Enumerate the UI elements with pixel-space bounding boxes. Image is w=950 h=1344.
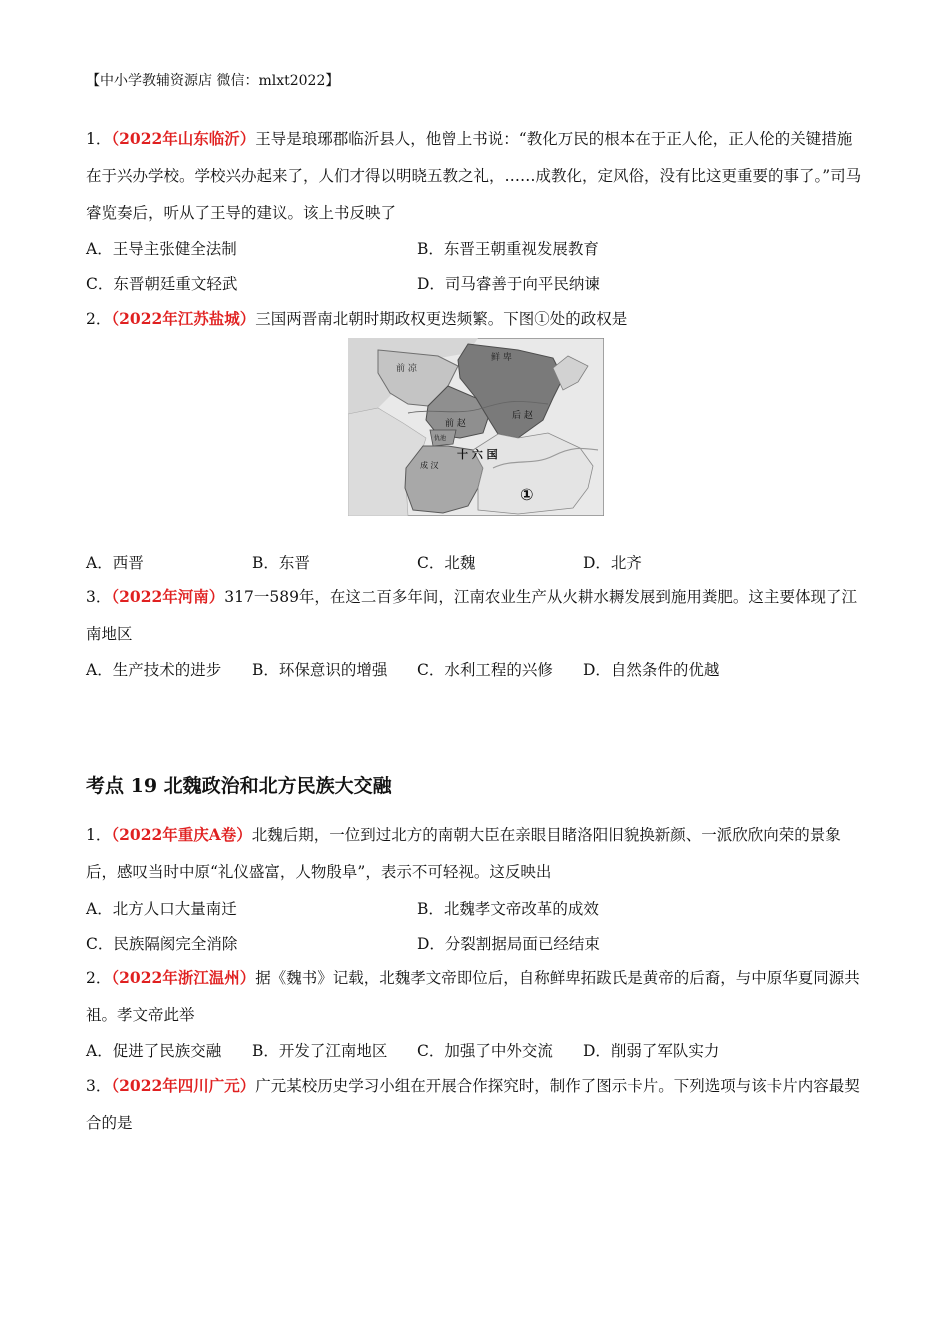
option-c: C．加强了中外交流 <box>417 1042 553 1060</box>
question-3 <box>86 1067 866 1142</box>
option-d: D．分裂割据局面已经结束 <box>417 935 600 953</box>
label-qianzhao: 前 赵 <box>445 419 466 429</box>
question-source: （2022年山东临沂） <box>111 129 256 148</box>
question-2 <box>86 300 866 338</box>
option-d: D．削弱了军队实力 <box>583 1042 720 1060</box>
option-a: A．西晋 <box>86 554 144 572</box>
option-d: D．司马睿善于向平民纳谏 <box>417 275 600 293</box>
question-source: （2022年浙江温州） <box>111 968 256 987</box>
option-b: B．环保意识的增强 <box>252 661 388 679</box>
option-a: A．促进了民族交融 <box>86 1042 222 1060</box>
question-stem: 317一589年，在这二百多年间，江南农业生产从火耕水耨发展到施用粪肥。这主要体现了江南地区 <box>86 588 857 643</box>
question-number: 3． <box>86 588 112 606</box>
option-d: D．自然条件的优越 <box>583 661 720 679</box>
question-3 <box>86 578 866 653</box>
question-number: 2． <box>86 310 112 328</box>
question-stem: 三国两晋南北朝时期政权更迭频繁。下图①处的政权是 <box>255 310 628 328</box>
option-b: B．东晋 <box>252 554 310 572</box>
option-a: A．北方人口大量南迁 <box>86 900 237 918</box>
question-stem: 北魏后期，一位到过北方的南朝大臣在亲眼目睹洛阳旧貌换新颜、一派欣欣向荣的景象后，感叹当时中原“礼仪盛富，人物殷阜”，表示不可轻视。这反映出 <box>86 826 841 881</box>
question-source: （2022年河南） <box>111 587 225 606</box>
question-source: （2022年四川广元） <box>111 1076 256 1095</box>
question-2 <box>86 959 866 1034</box>
option-a: A．王导主张健全法制 <box>86 240 237 258</box>
option-c: C．水利工程的兴修 <box>417 661 553 679</box>
question-number: 2． <box>86 969 112 987</box>
question-1 <box>86 120 866 232</box>
question-stem: 据《魏书》记载，北魏孝文帝即位后，自称鲜卑拓跋氏是黄帝的后裔，与中原华夏同源共祖。孝文帝此举 <box>86 969 860 1024</box>
option-d: D．北齐 <box>583 554 642 572</box>
label-houzhao: 后 赵 <box>512 411 533 421</box>
question-number: 1． <box>86 130 112 148</box>
question-number: 3． <box>86 1077 112 1095</box>
option-a: A．生产技术的进步 <box>86 661 222 679</box>
question-stem: 广元某校历史学习小组在开展合作探究时，制作了图示卡片。下列选项与该卡片内容最契合的是 <box>86 1077 860 1132</box>
question-stem: 王导是琅琊郡临沂县人，他曾上书说：“教化万民的根本在于正人伦，正人伦的关键措施在于兴办学校。学校兴办起来了，人们才得以明晓五教之礼，……成教化，定风俗，没有比这更重要的事了。”司马睿览奏后，听从了王导的建议。该上书反映了 <box>86 130 862 222</box>
question-source: （2022年重庆A卷） <box>111 825 252 844</box>
page-header: 【中小学教辅资源店 微信：mlxt2022】 <box>86 73 340 89</box>
question-number: 1． <box>86 826 112 844</box>
option-c: C．北魏 <box>417 554 476 572</box>
label-marker-1: ① <box>520 485 534 504</box>
label-shiliuguo: 十 六 国 <box>457 448 498 461</box>
label-xianbei: 鲜 卑 <box>491 353 512 363</box>
sixteen-kingdoms-map <box>348 338 604 516</box>
option-b: B．北魏孝文帝改革的成效 <box>417 900 599 918</box>
label-qianliang: 前 凉 <box>396 364 417 374</box>
section-title: 考点 19 北魏政治和北方民族大交融 <box>86 775 392 797</box>
question-source: （2022年江苏盐城） <box>111 309 256 328</box>
label-chenghan: 成 汉 <box>420 461 439 470</box>
option-c: C．民族隔阂完全消除 <box>86 935 238 953</box>
option-b: B．开发了江南地区 <box>252 1042 388 1060</box>
option-b: B．东晋王朝重视发展教育 <box>417 240 599 258</box>
label-chouchi: 仇池 <box>434 435 447 442</box>
option-c: C．东晋朝廷重文轻武 <box>86 275 238 293</box>
question-1 <box>86 816 866 891</box>
